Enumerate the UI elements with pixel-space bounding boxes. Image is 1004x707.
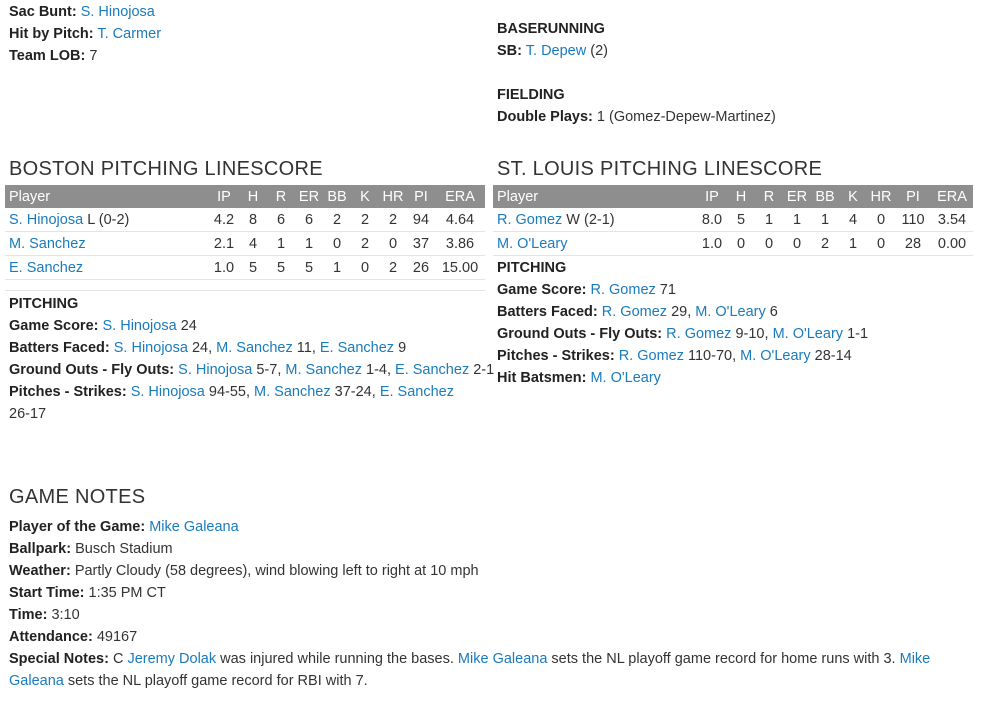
go-fo-label: Ground Outs - Fly Outs: xyxy=(497,326,663,342)
col-header: ERA xyxy=(931,185,973,208)
player-link[interactable]: M. O'Leary xyxy=(740,348,811,364)
lob-label: Team LOB: xyxy=(9,48,86,64)
player-link[interactable]: S. Hinojosa xyxy=(102,318,177,334)
player-link[interactable]: Mike Galeana xyxy=(457,651,548,667)
value: 71 xyxy=(659,282,676,298)
value: 94-55, xyxy=(208,384,251,400)
value: 29, xyxy=(671,304,692,320)
stat-cell: 0 xyxy=(755,232,783,256)
col-header: Player xyxy=(5,185,209,208)
player-link[interactable]: R. Gomez xyxy=(666,326,732,342)
attendance-label: Attendance: xyxy=(9,629,93,645)
weather-label: Weather: xyxy=(9,563,71,579)
stat-cell: 8.0 xyxy=(697,208,727,232)
stat-cell: 94 xyxy=(407,208,435,232)
stat-cell: 15.00 xyxy=(435,256,485,280)
value: 28-14 xyxy=(814,348,852,364)
stat-cell: 8 xyxy=(239,208,267,232)
note-text: C xyxy=(112,651,124,667)
player-cell xyxy=(5,232,209,256)
stat-cell: 4 xyxy=(239,232,267,256)
pitches-strikes-line xyxy=(9,381,469,425)
player-cell xyxy=(493,208,697,232)
sb-label: SB: xyxy=(497,43,522,59)
game-score-line xyxy=(9,315,485,337)
table-row xyxy=(5,232,485,256)
ballpark-value: Busch Stadium xyxy=(75,541,173,557)
table-row xyxy=(493,208,973,232)
stlouis-pitching-section xyxy=(493,157,973,389)
col-header: R xyxy=(267,185,295,208)
go-fo-label: Ground Outs - Fly Outs: xyxy=(9,362,175,378)
table-row xyxy=(5,256,485,280)
table-header-row xyxy=(493,185,973,208)
value: 26-17 xyxy=(9,406,47,422)
game-score-label: Game Score: xyxy=(9,318,99,334)
col-header: BB xyxy=(323,185,351,208)
stat-cell: 5 xyxy=(295,256,323,280)
value: 24 xyxy=(180,318,197,334)
stat-cell: 2 xyxy=(379,256,407,280)
stat-cell: 4.2 xyxy=(209,208,239,232)
time-label: Time: xyxy=(9,607,48,623)
game-score-line xyxy=(497,279,973,301)
stat-cell: 110 xyxy=(895,208,931,232)
dp-value: 1 (Gomez-Depew-Martinez) xyxy=(596,109,776,125)
stat-cell: 0 xyxy=(727,232,755,256)
col-header: HR xyxy=(379,185,407,208)
player-link[interactable]: M. O'Leary xyxy=(590,370,661,386)
stat-cell: 0 xyxy=(351,256,379,280)
batters-faced-line xyxy=(9,337,485,359)
stat-cell: 5 xyxy=(267,256,295,280)
start-time-value: 1:35 PM CT xyxy=(88,585,166,601)
stlouis-linescore-title: ST. LOUIS PITCHING LINESCORE xyxy=(497,158,823,180)
player-link[interactable]: Mike Galeana xyxy=(149,519,239,535)
col-header: Player xyxy=(493,185,697,208)
stat-cell: 28 xyxy=(895,232,931,256)
stat-cell: 1 xyxy=(811,208,839,232)
dp-line xyxy=(497,106,977,128)
player-cell xyxy=(5,256,209,280)
col-header: H xyxy=(727,185,755,208)
stat-cell: 5 xyxy=(239,256,267,280)
player-link[interactable]: M. O'Leary xyxy=(772,326,844,342)
value: 9-10, xyxy=(735,326,769,342)
stat-cell: 6 xyxy=(295,208,323,232)
player-link[interactable]: S. Hinojosa xyxy=(130,384,205,400)
potg-label: Player of the Game: xyxy=(9,519,146,535)
col-header: PI xyxy=(407,185,435,208)
player-link[interactable]: T. Depew xyxy=(525,43,587,59)
attendance-value: 49167 xyxy=(96,629,138,645)
stat-cell: 1.0 xyxy=(209,256,239,280)
note-text: sets the NL playoff game record for RBI with 7. xyxy=(67,673,368,689)
stat-cell: 2 xyxy=(811,232,839,256)
col-header: BB xyxy=(811,185,839,208)
player-link[interactable]: R. Gomez xyxy=(601,304,668,320)
weather-value: Partly Cloudy (58 degrees), wind blowing left to right at 10 mph xyxy=(74,563,479,579)
col-header: PI xyxy=(895,185,931,208)
col-header: IP xyxy=(209,185,239,208)
misc-batting-section xyxy=(9,1,479,67)
player-link[interactable]: M. Sanchez xyxy=(285,362,362,378)
note-text: was injured while running the bases. xyxy=(220,651,454,667)
player-cell xyxy=(493,232,697,256)
dp-label: Double Plays: xyxy=(497,109,593,125)
player-of-game-line xyxy=(9,516,969,538)
col-header: K xyxy=(351,185,379,208)
baserunning-fielding-section xyxy=(497,18,977,128)
value: 2-1 xyxy=(473,362,495,378)
stat-cell: 2.1 xyxy=(209,232,239,256)
go-fo-line xyxy=(9,359,495,381)
boston-linescore-table xyxy=(5,185,485,291)
batters-faced-label: Batters Faced: xyxy=(9,340,110,356)
player-link[interactable]: E. Sanchez xyxy=(395,362,470,378)
pitching-title: PITCHING xyxy=(9,296,79,312)
value: 9 xyxy=(398,340,407,356)
col-header: IP xyxy=(697,185,727,208)
player-link[interactable]: S. Hinojosa xyxy=(113,340,188,356)
stat-cell: 6 xyxy=(267,208,295,232)
stat-cell: 0.00 xyxy=(931,232,973,256)
batters-faced-label: Batters Faced: xyxy=(497,304,598,320)
sac-bunt-line xyxy=(9,1,479,23)
table-row xyxy=(5,208,485,232)
stat-cell: 1 xyxy=(267,232,295,256)
pitching-title: PITCHING xyxy=(497,260,567,276)
stat-cell: 1 xyxy=(839,232,867,256)
game-notes-section xyxy=(9,485,969,692)
lob-value: 7 xyxy=(89,48,98,64)
ballpark-label: Ballpark: xyxy=(9,541,72,557)
stat-cell: 1 xyxy=(295,232,323,256)
stat-cell: 1 xyxy=(783,208,811,232)
stat-cell: 0 xyxy=(783,232,811,256)
value: 37-24, xyxy=(334,384,376,400)
special-notes-label: Special Notes: xyxy=(9,651,109,667)
value: 11, xyxy=(296,340,316,356)
game-score-label: Game Score: xyxy=(497,282,587,298)
player-link[interactable]: Mike Galeana xyxy=(9,651,931,689)
hbp-line xyxy=(9,23,479,45)
player-link[interactable]: E. Sanchez xyxy=(379,384,454,400)
stat-cell: 2 xyxy=(379,208,407,232)
boston-linescore-title: BOSTON PITCHING LINESCORE xyxy=(9,158,323,180)
value: 24, xyxy=(191,340,213,356)
col-header: ERA xyxy=(435,185,485,208)
boston-pitching-section xyxy=(5,157,495,425)
pitches-strikes-label: Pitches - Strikes: xyxy=(497,348,615,364)
weather-line xyxy=(9,560,969,582)
player-link[interactable]: Jeremy Dolak xyxy=(127,651,217,667)
value: 110-70, xyxy=(688,348,737,364)
time-value: 3:10 xyxy=(51,607,80,623)
ballpark-line xyxy=(9,538,969,560)
player-link[interactable]: E. Sanchez xyxy=(9,259,84,276)
value: 1-4, xyxy=(366,362,391,378)
stat-cell: 0 xyxy=(867,232,895,256)
decision: W (2-1) xyxy=(566,211,615,228)
hit-batsmen-label: Hit Batsmen: xyxy=(497,370,587,386)
hit-batsmen-line xyxy=(497,367,973,389)
col-header: ER xyxy=(295,185,323,208)
start-time-line xyxy=(9,582,969,604)
pitches-strikes-line xyxy=(497,345,973,367)
batters-faced-line xyxy=(497,301,973,323)
stat-cell: 0 xyxy=(867,208,895,232)
note-text: sets the NL playoff game record for home runs with 3. xyxy=(551,651,896,667)
stat-cell: 3.54 xyxy=(931,208,973,232)
stat-cell: 1 xyxy=(323,256,351,280)
col-header: ER xyxy=(783,185,811,208)
spacer-row xyxy=(5,280,485,291)
fielding-title: FIELDING xyxy=(497,87,565,103)
stat-cell: 5 xyxy=(727,208,755,232)
player-link[interactable]: T. Carmer xyxy=(97,26,162,42)
col-header: HR xyxy=(867,185,895,208)
player-link[interactable]: M. O'Leary xyxy=(695,304,766,320)
stat-cell: 2 xyxy=(351,232,379,256)
baserunning-title: BASERUNNING xyxy=(497,21,605,37)
stat-cell: 2 xyxy=(323,208,351,232)
player-link[interactable]: R. Gomez xyxy=(590,282,656,298)
stat-cell: 26 xyxy=(407,256,435,280)
player-link[interactable]: M. Sanchez xyxy=(9,235,86,252)
value: 5-7, xyxy=(256,362,282,378)
sac-bunt-label: Sac Bunt: xyxy=(9,4,77,20)
col-header: K xyxy=(839,185,867,208)
special-notes-line xyxy=(9,648,969,692)
player-link[interactable]: E. Sanchez xyxy=(319,340,395,356)
stat-cell: 0 xyxy=(379,232,407,256)
stat-cell: 1 xyxy=(755,208,783,232)
pitches-strikes-label: Pitches - Strikes: xyxy=(9,384,127,400)
table-row xyxy=(493,232,973,256)
player-cell xyxy=(5,208,209,232)
decision: L (0-2) xyxy=(87,211,130,228)
start-time-label: Start Time: xyxy=(9,585,85,601)
player-link[interactable]: S. Hinojosa xyxy=(9,211,84,228)
boston-pitching-details xyxy=(5,293,495,425)
player-link[interactable]: R. Gomez xyxy=(618,348,684,364)
hbp-label: Hit by Pitch: xyxy=(9,26,94,42)
stlouis-pitching-details xyxy=(493,257,973,389)
stat-cell: 37 xyxy=(407,232,435,256)
col-header: H xyxy=(239,185,267,208)
sb-value: (2) xyxy=(590,43,608,59)
player-link[interactable]: M. Sanchez xyxy=(254,384,331,400)
stat-cell: 2 xyxy=(351,208,379,232)
col-header: R xyxy=(755,185,783,208)
player-link[interactable]: S. Hinojosa xyxy=(178,362,253,378)
player-link[interactable]: S. Hinojosa xyxy=(80,4,155,20)
player-link[interactable]: M. O'Leary xyxy=(497,235,568,252)
stat-cell: 4 xyxy=(839,208,867,232)
time-line xyxy=(9,604,969,626)
player-link[interactable]: R. Gomez xyxy=(497,211,563,228)
stat-cell: 1.0 xyxy=(697,232,727,256)
value: 1-1 xyxy=(847,326,869,342)
value: 6 xyxy=(769,304,778,320)
lob-line xyxy=(9,45,479,67)
stat-cell: 4.64 xyxy=(435,208,485,232)
stlouis-linescore-table xyxy=(493,185,973,256)
go-fo-line xyxy=(497,323,973,345)
stat-cell: 0 xyxy=(323,232,351,256)
player-link[interactable]: M. Sanchez xyxy=(216,340,293,356)
sb-line xyxy=(497,40,977,62)
table-header-row xyxy=(5,185,485,208)
stat-cell: 3.86 xyxy=(435,232,485,256)
attendance-line xyxy=(9,626,969,648)
game-notes-title: GAME NOTES xyxy=(9,486,146,508)
